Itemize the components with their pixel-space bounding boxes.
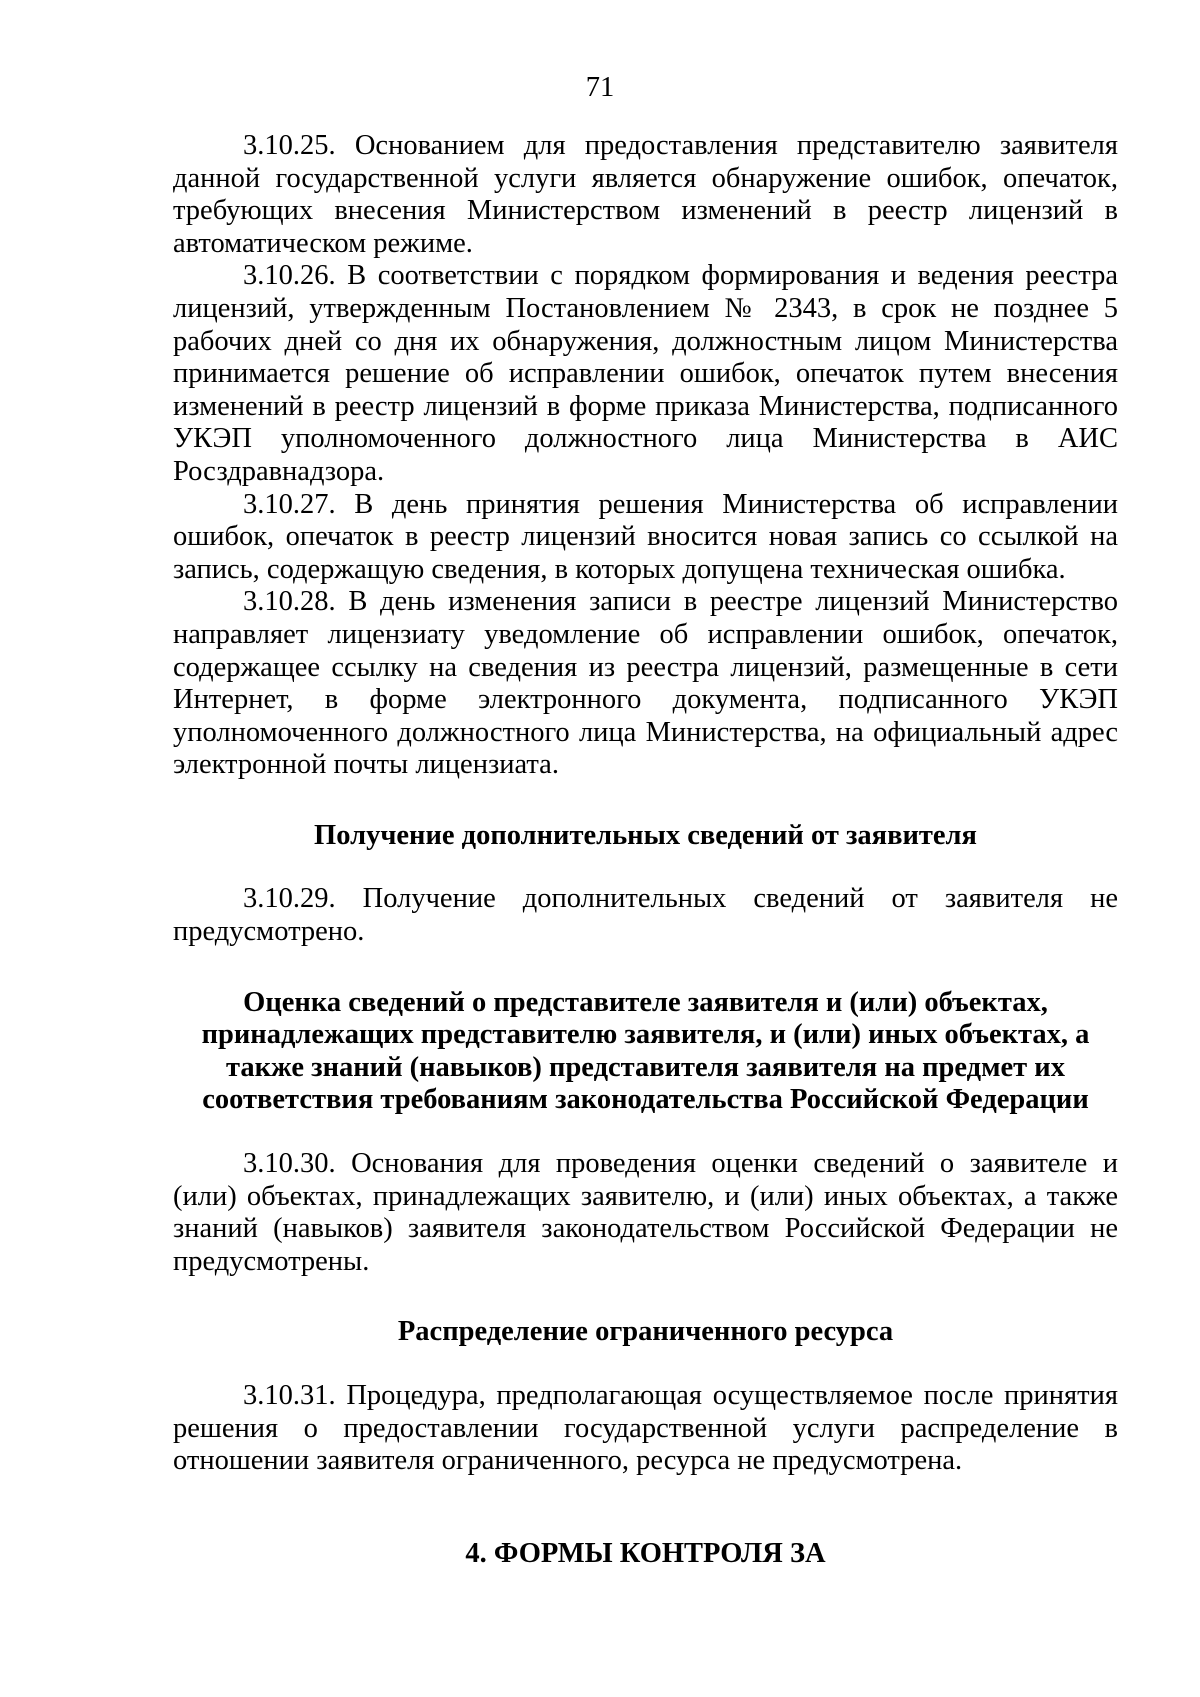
heading-assessment-line-2: принадлежащих представителю заявителя, и (или) иных объектах, а [201,1019,1090,1051]
page-number: 71 [585,72,615,103]
paragraph-3-10-29: 3.10.29. Получение дополнительных сведений от заявителя не предусмотрено. [173,883,1118,948]
paragraph-3-10-25: 3.10.25. Основанием для предоставления представителю заявителя данной государственной услуги является обнаружение ошибок, опечаток, требующих внесения Министерством изменений в реестр лицензий в автоматическом режиме. [173,130,1118,259]
paragraph-3-10-31: 3.10.31. Процедура, предполагающая осуществляемое после принятия решения о предоставлении государственной услуги распределение в отношении заявителя ограниченного, ресурса не предусмотрена. [173,1380,1118,1477]
paragraph-3-10-30: 3.10.30. Основания для проведения оценки сведений о заявителе и (или) объектах, принадлежащих заявителю, и (или) иных объектах, а также знаний (навыков) заявителя законодательством Российской Федерации не предусмотрены. [173,1148,1118,1277]
paragraph-3-10-27: 3.10.27. В день принятия решения Министерства об исправлении ошибок, опечаток в реестр лицензий вносится новая запись со ссылкой на запись, содержащую сведения, в которых допущена техническая ошибка. [173,488,1118,585]
heading-resource: Распределение ограниченного ресурса [397,1316,894,1348]
heading-assessment-line-1: Оценка сведений о представителе заявителя и (или) объектах, [243,986,1048,1018]
document-body [173,130,1118,1570]
heading-assessment-line-4: соответствия требованиям законодательства Российской Федерации [202,1084,1089,1116]
heading-assessment-line-3: также знаний (навыков) представителя заявителя на предмет их [226,1051,1065,1083]
heading-section-4: 4. ФОРМЫ КОНТРОЛЯ ЗА [465,1537,826,1569]
paragraph-3-10-28: 3.10.28. В день изменения записи в реестре лицензий Министерство направляет лицензиату уведомление об исправлении ошибок, опечаток, содержащее ссылку на сведения из реестра лицензий, размещенные в сети Интернет, в форме электронного документа, подписанного УКЭП уполномоченного должностного лица Министерства, на официальный адрес электронной почты лицензиата. [173,586,1118,781]
paragraph-3-10-26: 3.10.26. В соответствии с порядком формирования и ведения реестра лицензий, утвержденным Постановлением № 2343, в срок не позднее 5 рабочих дней со дня их обнаружения, должностным лицом Министерства принимается решение об исправлении ошибок, опечаток путем внесения изменений в реестр лицензий в форме приказа Министерства, подписанного УКЭП уполномоченного должностного лица Министерства в АИС Росздравнадзора. [173,260,1118,487]
heading-assessment [173,987,1118,1117]
heading-additional-info: Получение дополнительных сведений от заявителя [314,819,977,851]
